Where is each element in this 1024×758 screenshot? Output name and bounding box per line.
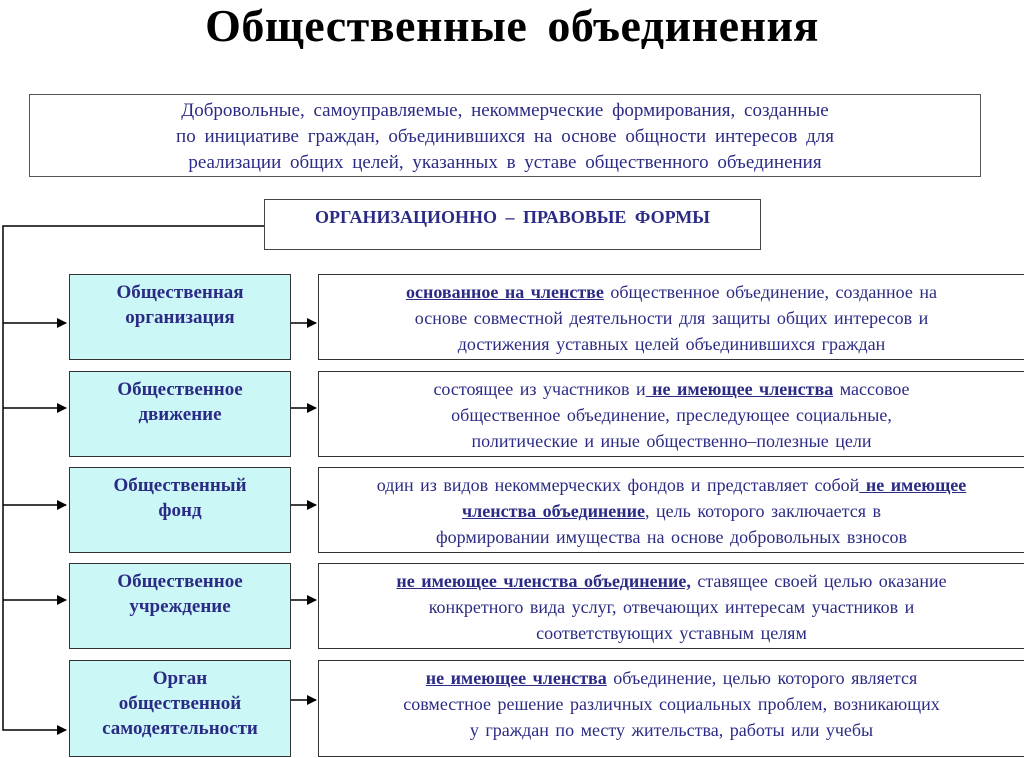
form-name-box — [69, 563, 291, 649]
description-text: общественное объединение, преследующее социальные, — [451, 405, 892, 425]
description-text: формировании имущества на основе добровольных взносов — [435, 527, 908, 547]
form-description-box — [318, 660, 1024, 757]
description-text: основе совместной деятельности для защиты общих интересов и — [414, 308, 929, 328]
description-text: объединение, целью которого является — [606, 668, 918, 688]
description-text: политические и иные общественно–полезные цели — [471, 431, 872, 451]
description-text: у граждан по месту жительства, работы или учебы — [469, 720, 874, 740]
description-text: общественное объединение, созданное на — [603, 282, 937, 302]
form-name-box — [69, 274, 291, 360]
form-name-box — [69, 660, 291, 757]
form-name-line: организация — [125, 307, 235, 328]
description-text: состоящее из участников и — [433, 379, 646, 399]
form-name-line: Общественный — [113, 475, 247, 496]
form-name-box — [69, 467, 291, 553]
form-description-box — [318, 467, 1024, 553]
highlight-text: не имеющее членства объединение, — [396, 571, 691, 591]
highlight-text: основанное на членстве — [405, 282, 604, 302]
form-name-line: самодеятельности — [102, 718, 258, 739]
form-name-line: Общественное — [117, 379, 243, 400]
form-name-line: движение — [138, 404, 222, 425]
form-description-box — [318, 371, 1024, 457]
description-text: конкретного вида услуг, отвечающих интересам участников и — [428, 597, 915, 617]
form-name-box — [69, 371, 291, 457]
form-name-line: Общественная — [116, 282, 244, 303]
form-name-line: фонд — [158, 500, 202, 521]
description-text: соответствующих уставным целям — [536, 623, 807, 643]
page-title: Общественные объединения — [205, 0, 819, 51]
form-name-line: Общественное — [117, 571, 243, 592]
highlight-text: членства объединение — [462, 501, 646, 521]
description-text: ставящее своей целью оказание — [690, 571, 947, 591]
description-text: один из видов некоммерческих фондов и представляет собой — [376, 475, 860, 495]
form-name-line: Орган — [152, 668, 208, 689]
highlight-text: не имеющее — [859, 475, 967, 495]
form-description-box — [318, 563, 1024, 649]
description-text: массовое — [833, 379, 910, 399]
description-text: совместное решение различных социальных проблем, возникающих — [403, 694, 940, 714]
definition-line: по инициативе граждан, объединившихся на основе общности интересов для — [176, 126, 834, 147]
forms-header-box: ОРГАНИЗАЦИОННО – ПРАВОВЫЕ ФОРМЫ — [264, 199, 761, 250]
definition-line: Добровольные, самоуправляемые, некоммерческие формирования, созданные — [181, 100, 829, 121]
form-name-line: общественной — [118, 693, 242, 714]
highlight-text: не имеющее членства — [425, 668, 607, 688]
description-text: , цель которого заключается в — [645, 501, 881, 521]
form-name-line: учреждение — [129, 596, 231, 617]
definition-line: реализации общих целей, указанных в уставе общественного объединения — [188, 152, 822, 173]
form-description-box — [318, 274, 1024, 360]
description-text: достижения уставных целей объединившихся граждан — [457, 334, 886, 354]
highlight-text: не имеющее членства — [645, 379, 834, 399]
